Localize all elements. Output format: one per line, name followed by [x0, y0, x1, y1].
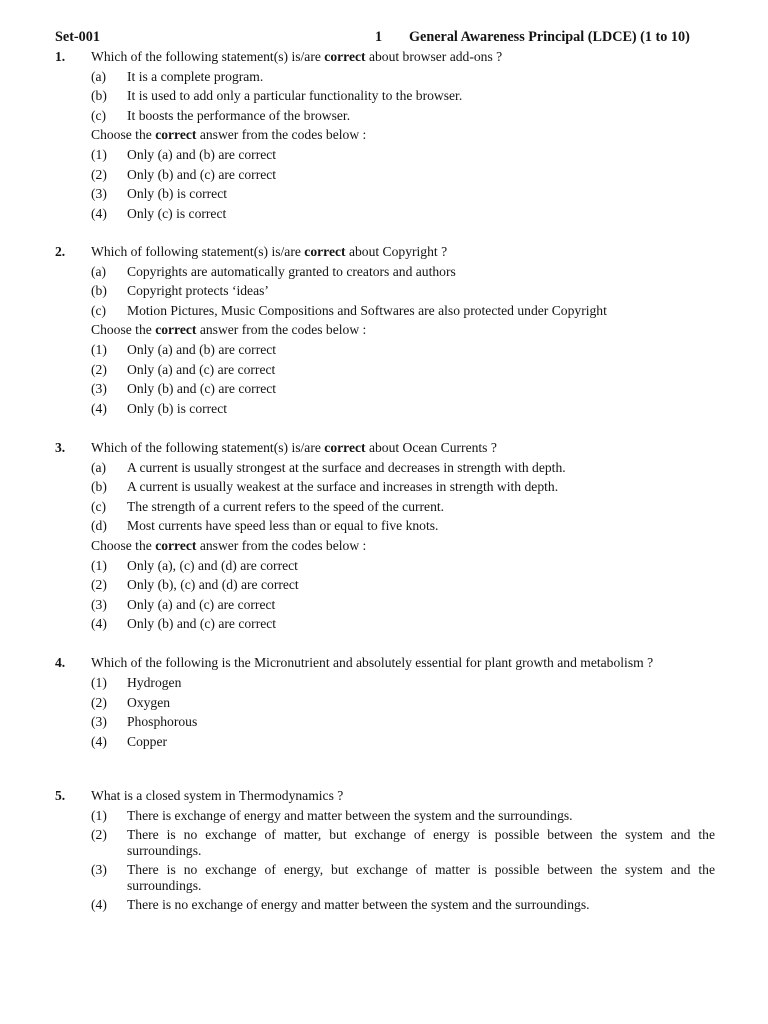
choose-instruction: Choose the correct answer from the codes below :	[91, 537, 367, 553]
question-4	[55, 653, 715, 751]
answer-option: (3) Only (a) and (c) are correct	[91, 596, 276, 612]
page-number: 1	[375, 29, 383, 45]
answer-option: (3) Phosphorous	[91, 714, 198, 730]
question-stem: Which of the following statement(s) is/are correct about Ocean Currents ?	[91, 440, 497, 455]
statement: (b) A current is usually weakest at the surface and increases in strength with depth.	[91, 479, 559, 495]
answer-option: (4) Only (c) is correct	[91, 205, 227, 221]
answer-option: (4) Copper	[91, 733, 168, 749]
question-1	[55, 47, 715, 223]
statement: (b) It is used to add only a particular functionality to the browser.	[91, 88, 463, 104]
answer-option: (3) Only (b) is correct	[91, 186, 228, 202]
answer-option: (1) Only (a) and (b) are correct	[91, 146, 277, 162]
statement: (a) A current is usually strongest at the surface and decreases in strength with depth.	[91, 459, 566, 475]
question-stem: Which of the following statement(s) is/are correct about browser add-ons ?	[91, 49, 503, 64]
question-stem: What is a closed system in Thermodynamics ?	[91, 788, 344, 803]
choose-instruction: Choose the correct answer from the codes below :	[91, 322, 367, 338]
answer-option: (2) Only (b), (c) and (d) are correct	[91, 577, 299, 593]
set-code: Set-001	[55, 29, 100, 45]
answer-option: (2) Only (a) and (c) are correct	[91, 361, 276, 377]
question-stem: Which of the following is the Micronutrient and absolutely essential for plant growth and metabolism ?	[91, 655, 654, 670]
statement: (d) Most currents have speed less than or equal to five knots.	[91, 518, 439, 534]
answer-option: (3) There is no exchange of energy, but exchange of matter is possible between the system and the surroundings.	[91, 862, 715, 893]
answer-option: (1) There is exchange of energy and matter between the system and the surroundings.	[91, 807, 573, 823]
question-5	[55, 786, 715, 915]
statement: (b) Copyright protects ‘ideas’	[91, 283, 269, 299]
page-header	[55, 28, 715, 48]
answer-option: (2) Only (b) and (c) are correct	[91, 166, 277, 182]
statement: (c) The strength of a current refers to the speed of the current.	[91, 498, 445, 514]
exam-title: General Awareness Principal (LDCE) (1 to 10)	[409, 29, 690, 45]
answer-option: (1) Only (a) and (b) are correct	[91, 341, 277, 357]
question-number: 3.	[55, 440, 66, 455]
question-stem: Which of following statement(s) is/are correct about Copyright ?	[91, 244, 448, 259]
question-number: 1.	[55, 49, 66, 64]
statement: (c) It boosts the performance of the browser.	[91, 107, 351, 123]
answer-option: (3) Only (b) and (c) are correct	[91, 381, 277, 397]
answer-option: (1) Hydrogen	[91, 675, 182, 690]
answer-option: (4) Only (b) and (c) are correct	[91, 616, 277, 632]
question-3	[55, 438, 715, 634]
answer-option: (4) There is no exchange of energy and matter between the system and the surroundings.	[91, 897, 590, 913]
answer-option: (2) There is no exchange of matter, but exchange of energy is possible between the system and the surroundings.	[91, 827, 715, 858]
answer-option: (4) Only (b) is correct	[91, 400, 228, 416]
answer-option: (1) Only (a), (c) and (d) are correct	[91, 557, 298, 573]
statement: (a) It is a complete program.	[91, 68, 264, 84]
answer-option: (2) Oxygen	[91, 694, 171, 710]
statement: (c) Motion Pictures, Music Compositions and Softwares are also protected under Copyright	[91, 302, 607, 318]
question-number: 5.	[55, 788, 66, 803]
question-number: 2.	[55, 244, 66, 259]
question-2	[55, 242, 715, 418]
question-number: 4.	[55, 655, 66, 670]
choose-instruction: Choose the correct answer from the codes below :	[91, 127, 367, 143]
statement: (a) Copyrights are automatically granted to creators and authors	[91, 263, 456, 279]
